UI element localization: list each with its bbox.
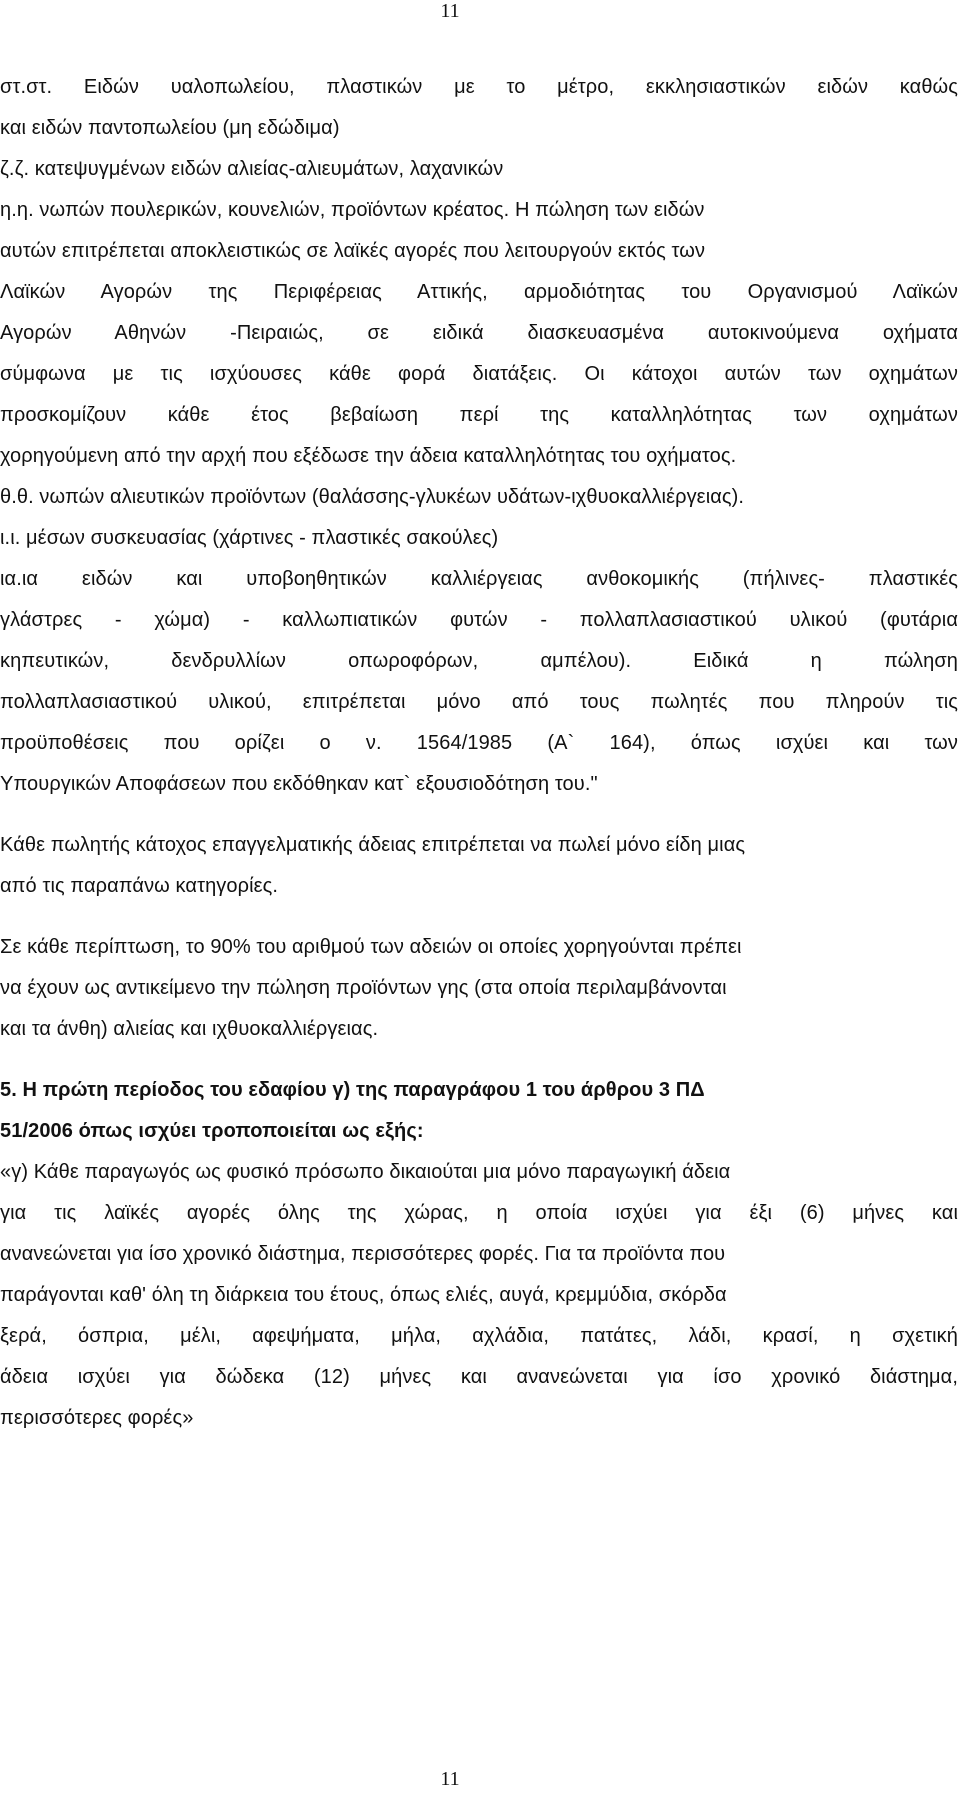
- document-body: [0, 68, 958, 1440]
- text-line: χορηγούμενη από την αρχή που εξέδωσε την άδεια καταλληλότητας του οχήματος.: [0, 445, 737, 467]
- text-line: ανανεώνεται για ίσο χρονικό διάστημα, περισσότερες φορές. Για τα προϊόντα που: [0, 1243, 726, 1265]
- text-line: αυτών επιτρέπεται αποκλειστικώς σε λαϊκές αγορές που λειτουργούν εκτός των: [0, 240, 706, 262]
- bold-text-line: 5. Η πρώτη περίοδος του εδαφίου γ) της παραγράφου 1 του άρθρου 3 ΠΔ: [0, 1079, 705, 1101]
- paragraph-spacer: [0, 806, 958, 826]
- text-line: η.η. νωπών πουλερικών, κουνελιών, προϊόντων κρέατος. Η πώληση των ειδών: [0, 199, 705, 221]
- text-line: να έχουν ως αντικείμενο την πώληση προϊόντων γης (στα οποία περιλαμβάνονται: [0, 977, 727, 999]
- page-number-top: 11: [440, 0, 460, 22]
- text-line: προσκομίζουν κάθε έτος βεβαίωση περί της καταλληλότητας των οχημάτων: [0, 404, 958, 426]
- text-line: παράγονται καθ' όλη τη διάρκεια του έτους, όπως ελιές, αυγά, κρεμμύδια, σκόρδα: [0, 1284, 727, 1306]
- text-line: θ.θ. νωπών αλιευτικών προϊόντων (θαλάσσης-γλυκέων υδάτων-ιχθυοκαλλιέργειας).: [0, 486, 745, 508]
- text-line: Κάθε πωλητής κάτοχος επαγγελματικής άδειας επιτρέπεται να πωλεί μόνο είδη μιας: [0, 834, 746, 856]
- text-line: γλάστρες - χώμα) - καλλωπιατικών φυτών - πολλαπλασιαστικού υλικού (φυτάρια: [0, 609, 958, 631]
- text-line: για τις λαϊκές αγορές όλης της χώρας, η οποία ισχύει για έξι (6) μήνες και: [0, 1202, 958, 1224]
- text-line: προϋποθέσεις που ορίζει ο ν. 1564/1985 (Α` 164), όπως ισχύει και των: [0, 732, 958, 754]
- text-line: Σε κάθε περίπτωση, το 90% του αριθμού των αδειών οι οποίες χορηγούνται πρέπει: [0, 936, 742, 958]
- text-line: από τις παραπάνω κατηγορίες.: [0, 875, 279, 897]
- text-line: ζ.ζ. κατεψυγμένων ειδών αλιείας-αλιευμάτων, λαχανικών: [0, 158, 504, 180]
- text-line: σύμφωνα με τις ισχύουσες κάθε φορά διατάξεις. Οι κάτοχοι αυτών των οχημάτων: [0, 363, 958, 385]
- text-line: και ειδών παντοπωλείου (μη εδώδιμα): [0, 117, 340, 139]
- bold-text-line: 51/2006 όπως ισχύει τροποποιείται ως εξής:: [0, 1120, 424, 1142]
- text-line: ξερά, όσπρια, μέλι, αφεψήματα, μήλα, αχλάδια, πατάτες, λάδι, κρασί, η σχετική: [0, 1325, 958, 1347]
- text-line: ι.ι. μέσων συσκευασίας (χάρτινες - πλαστικές σακούλες): [0, 527, 499, 549]
- text-line: κηπευτικών, δενδρυλλίων οπωροφόρων, αμπέλου). Ειδικά η πώληση: [0, 650, 958, 672]
- text-line: Αγορών Αθηνών -Πειραιώς, σε ειδικά διασκευασμένα αυτοκινούμενα οχήματα: [0, 322, 958, 344]
- text-line: στ.στ. Ειδών υαλοπωλείου, πλαστικών με το μέτρο, εκκλησιαστικών ειδών καθώς: [0, 76, 958, 98]
- text-line: Υπουργικών Αποφάσεων που εκδόθηκαν κατ` εξουσιοδότηση του.": [0, 773, 598, 795]
- text-line: Λαϊκών Αγορών της Περιφέρειας Αττικής, αρμοδιότητας του Οργανισμού Λαϊκών: [0, 281, 958, 303]
- paragraph-spacer: [0, 1051, 958, 1071]
- text-line: άδεια ισχύει για δώδεκα (12) μήνες και ανανεώνεται για ίσο χρονικό διάστημα,: [0, 1366, 958, 1388]
- text-line: ια.ια ειδών και υποβοηθητικών καλλιέργειας ανθοκομικής (πήλινες- πλαστικές: [0, 568, 958, 590]
- text-line: πολλαπλασιαστικού υλικού, επιτρέπεται μόνο από τους πωλητές που πληρούν τις: [0, 691, 958, 713]
- text-line: περισσότερες φορές»: [0, 1407, 194, 1429]
- paragraph-spacer: [0, 908, 958, 928]
- page-number-bottom: 11: [440, 1768, 460, 1790]
- text-line: και τα άνθη) αλιείας και ιχθυοκαλλιέργειας.: [0, 1018, 379, 1040]
- text-line: «γ) Κάθε παραγωγός ως φυσικό πρόσωπο δικαιούται μια μόνο παραγωγική άδεια: [0, 1161, 731, 1183]
